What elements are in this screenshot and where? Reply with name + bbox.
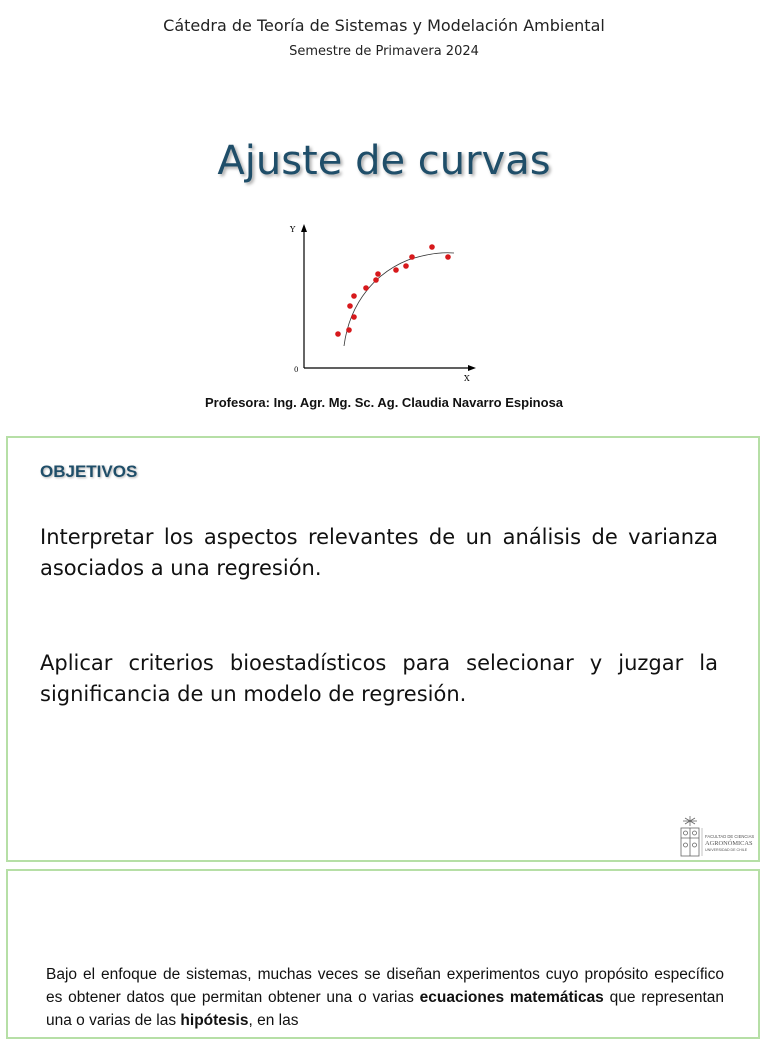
- data-point: [363, 285, 369, 291]
- intro-text-1: Bajo el enfoque de sistemas, muchas veces se diseñan experimentos cuyo propósito específico es obtener datos que permitan obtener una o varias: [46, 966, 724, 1006]
- data-point: [335, 331, 341, 337]
- course-title: Cátedra de Teoría de Sistemas y Modelación Ambiental: [163, 16, 605, 35]
- data-points: [335, 244, 451, 337]
- logo-line-3: UNIVERSIDAD DE CHILE: [705, 848, 748, 852]
- data-point: [409, 254, 415, 260]
- page-title: Ajuste de curvas: [217, 138, 551, 184]
- y-axis-arrow: [301, 224, 307, 232]
- logo-line-1: FACULTAD DE CIENCIAS: [705, 834, 755, 839]
- intro-text-3: , en las: [248, 1012, 299, 1029]
- y-axis-label: Y: [290, 225, 296, 234]
- curve-fit-figure: [286, 220, 482, 384]
- data-point: [347, 303, 353, 309]
- data-point: [403, 263, 409, 269]
- data-point: [375, 271, 381, 277]
- x-axis-arrow: [468, 365, 476, 371]
- data-point: [373, 277, 379, 283]
- faculty-logo: [678, 814, 762, 860]
- intro-bold-hypothesis: hipótesis: [180, 1012, 249, 1029]
- logo-line-2: AGRONÓMICAS: [705, 840, 753, 847]
- professor-credit: Profesora: Ing. Agr. Mg. Sc. Ag. Claudia Navarro Espinosa: [204, 395, 564, 410]
- data-point: [393, 267, 399, 273]
- data-point: [429, 244, 435, 250]
- intro-text-2: que representan una o varias de las: [46, 989, 725, 1029]
- introduction-slide: [6, 869, 760, 1039]
- semester-label: Semestre de Primavera 2024: [289, 44, 479, 59]
- x-axis-label: X: [464, 374, 470, 383]
- intro-bold-equations: ecuaciones matemáticas: [419, 989, 604, 1006]
- objective-item-2: Aplicar criterios bioestadísticos para selecionar y juzgar la significancia de un modelo de regresión.: [40, 651, 718, 706]
- origin-label: 0: [294, 366, 299, 374]
- data-point: [445, 254, 451, 260]
- data-point: [346, 327, 352, 333]
- objectives-heading: OBJETIVOS: [40, 462, 138, 481]
- data-point: [351, 293, 357, 299]
- objectives-slide: [6, 436, 760, 862]
- intro-paragraph: [46, 963, 724, 1032]
- data-point: [351, 314, 357, 320]
- objective-item-1: Interpretar los aspectos relevantes de un análisis de varianza asociados a una regresión.: [40, 525, 718, 580]
- fitted-curve: [344, 253, 454, 346]
- university-seal-icon: [681, 816, 699, 856]
